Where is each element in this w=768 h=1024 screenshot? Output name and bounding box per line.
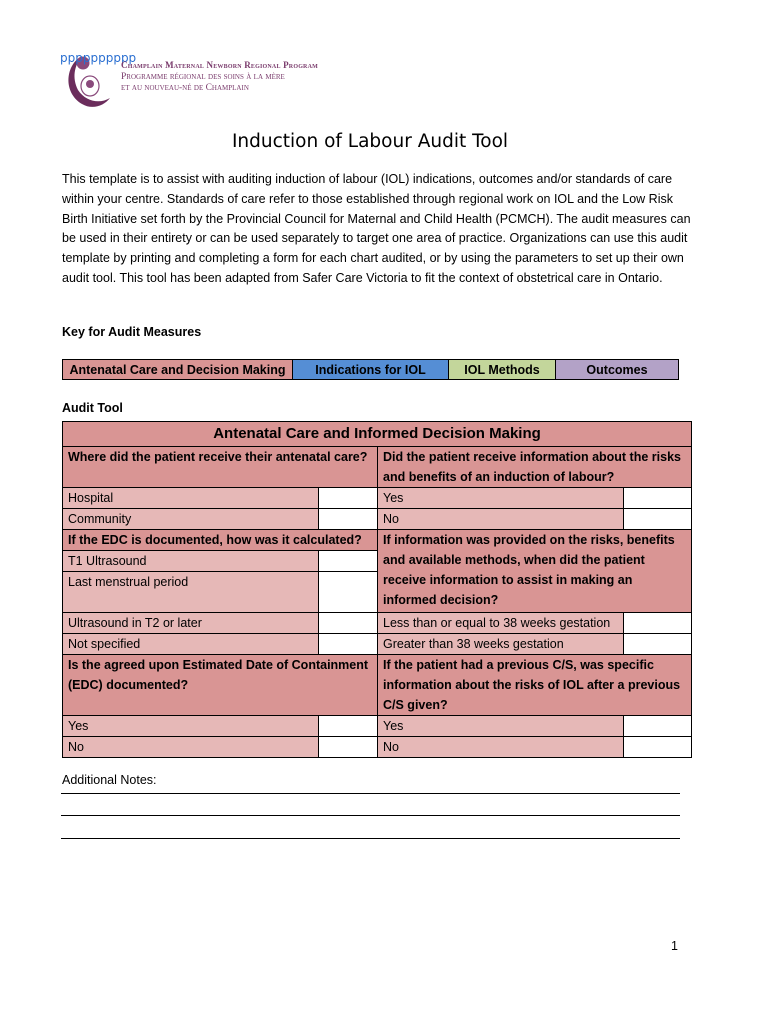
intro-paragraph: This template is to assist with auditing induction of labour (IOL) indications, outcomes and/or standards of care within your centre. Standards of care refer to those established through regional work on IOL and the Low Risk Birth Initiative set forth by the Provincial Council for Maternal and Child Health (PCMCH). The audit measures can be used in their entirety or can be used separately to target one area of practice. Organizations can use this audit template by printing and completing a form for each chart audited, or by using the parameters to set up their own audit tool. This tool has been adapted from Safer Care Victoria to fit the context of obstetrical care in Ontario. xyxy=(62,172,691,285)
answer-box[interactable] xyxy=(319,634,378,655)
audit-table xyxy=(62,421,692,758)
option-label: Hospital xyxy=(63,488,319,509)
option-label: T1 Ultrasound xyxy=(63,551,319,572)
option-label: Community xyxy=(63,509,319,530)
notes-line[interactable] xyxy=(61,838,680,839)
logo-program-name-en: Champlain Maternal Newborn Regional Program xyxy=(121,60,318,70)
question-edc-documented: Is the agreed upon Estimated Date of Containment (EDC) documented? xyxy=(63,655,378,716)
option-label: Yes xyxy=(63,716,319,737)
question-risks-benefits: Did the patient receive information about the risks and benefits of an induction of labour? xyxy=(378,447,692,488)
option-label: No xyxy=(378,737,624,758)
answer-box[interactable] xyxy=(624,716,692,737)
option-label: Greater than 38 weeks gestation xyxy=(378,634,624,655)
answer-box[interactable] xyxy=(624,509,692,530)
answer-box[interactable] xyxy=(319,488,378,509)
key-heading: Key for Audit Measures xyxy=(62,325,202,339)
key-outcomes: Outcomes xyxy=(556,360,679,380)
key-antenatal: Antenatal Care and Decision Making xyxy=(63,360,293,380)
notes-line[interactable] xyxy=(61,793,680,794)
answer-box[interactable] xyxy=(319,572,378,613)
section-title: Antenatal Care and Informed Decision Making xyxy=(63,422,692,447)
key-indications: Indications for IOL xyxy=(293,360,449,380)
option-label: Not specified xyxy=(63,634,319,655)
answer-box[interactable] xyxy=(624,634,692,655)
logo-program-name-fr-1: Programme régional des soins à la mère xyxy=(121,72,285,82)
key-methods: IOL Methods xyxy=(449,360,556,380)
logo-stray-text: pppppppppp xyxy=(60,51,137,65)
page-number: 1 xyxy=(671,939,678,953)
answer-box[interactable] xyxy=(319,509,378,530)
option-label: Yes xyxy=(378,716,624,737)
answer-box[interactable] xyxy=(624,613,692,634)
answer-box[interactable] xyxy=(624,488,692,509)
notes-line[interactable] xyxy=(61,815,680,816)
key-table xyxy=(62,359,679,380)
answer-box[interactable] xyxy=(319,551,378,572)
question-information-timing: If information was provided on the risks, benefits and available methods, when did the patient receive information to assist in making an informed decision? xyxy=(378,530,692,613)
audit-heading: Audit Tool xyxy=(62,401,123,415)
page-title: Induction of Labour Audit Tool xyxy=(231,131,509,152)
answer-box[interactable] xyxy=(319,737,378,758)
question-previous-cs: If the patient had a previous C/S, was specific information about the risks of IOL after a previous C/S given? xyxy=(378,655,692,716)
answer-box[interactable] xyxy=(624,737,692,758)
option-label: Last menstrual period xyxy=(63,572,319,613)
question-edc-calculation: If the EDC is documented, how was it calculated? xyxy=(63,530,378,551)
option-label: Ultrasound in T2 or later xyxy=(63,613,319,634)
answer-box[interactable] xyxy=(319,613,378,634)
logo-program-name-fr-2: et au nouveau-né de Champlain xyxy=(121,83,249,93)
answer-box[interactable] xyxy=(319,716,378,737)
option-label: Yes xyxy=(378,488,624,509)
option-label: No xyxy=(378,509,624,530)
additional-notes-label: Additional Notes: xyxy=(62,773,157,787)
question-antenatal-location: Where did the patient receive their antenatal care? xyxy=(63,447,378,488)
option-label: Less than or equal to 38 weeks gestation xyxy=(378,613,624,634)
option-label: No xyxy=(63,737,319,758)
